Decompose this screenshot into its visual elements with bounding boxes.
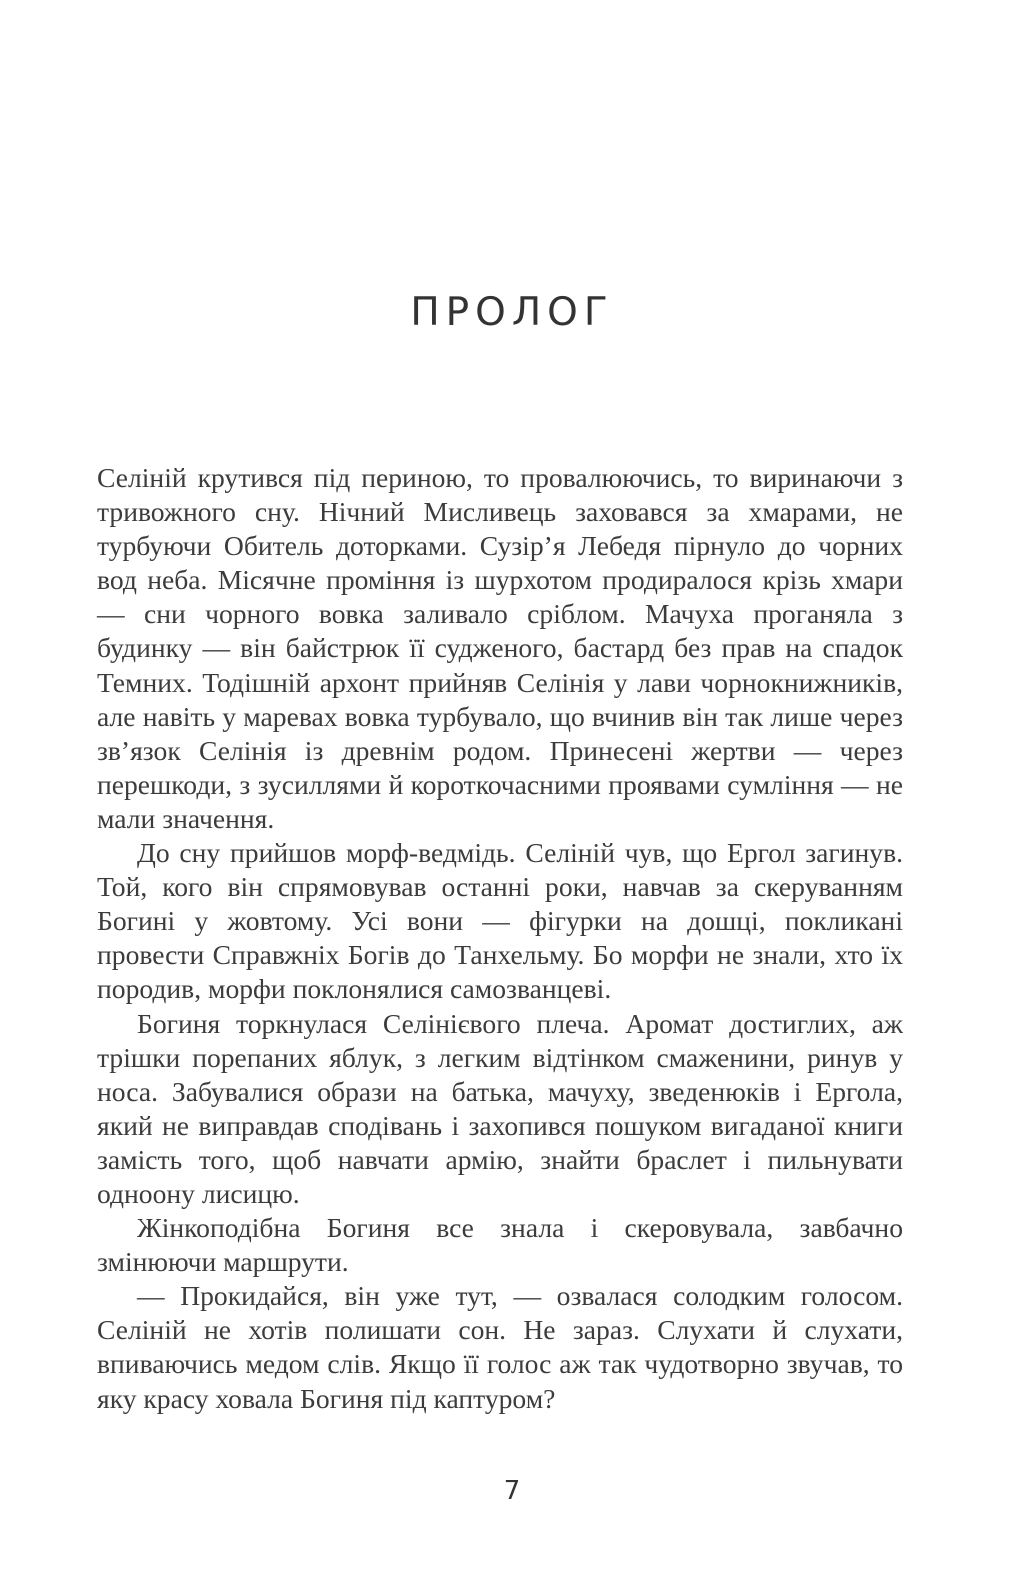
paragraph: До сну прийшов морф-ведмідь. Селіній чув, що Ергол загинув. Той, кого він спрямовував останні роки, навчав за скеруванням Богині у жовтому. Усі вони — фігурки на дошці, покликані провести Справжніх Богів до Танхельму. Бо морфи не знали, хто їх породив, морфи поклонялися самозванцеві. — [97, 837, 903, 1005]
chapter-title: ПРОЛОГ — [410, 290, 614, 335]
paragraph: Жінкоподібна Богиня все знала і скеровувала, завбачно змінюючи маршрути. — [97, 1212, 903, 1278]
page-number: 7 — [503, 1476, 521, 1506]
paragraph: Селіній крутився під периною, то провалюючись, то виринаючи з тривожного сну. Нічний Мисливець заховався за хмарами, не турбуючи Обитель доторками. Сузір’я Лебедя пірнуло до чорних вод неба. Місячне проміння із шурхотом продиралося крізь хмари — сни чорного вовка заливало сріблом. Мачуха проганяла з будинку — він байстрюк її судженого, бастард без прав на спадок Темних. Тодішній архонт прийняв Селінія у лави чорнокнижників, але навіть у маревах вовка турбувало, що вчинив він так лише через зв’язок Селінія із древнім родом. Принесені жертви — через перешкоди, з зусиллями й короткочасними проявами сумління — не мали значення. — [97, 462, 903, 834]
paragraph: Богиня торкнулася Селінієвого плеча. Аромат достиглих, аж трішки порепаних яблук, з легким відтінком смаженини, ринув у носа. Забувалися образи на батька, мачуху, зведенюків і Ергола, який не виправдав сподівань і захопився пошуком вигаданої книги замість того, щоб навчати армію, знайти браслет і пильнувати одноону лисицю. — [97, 1007, 903, 1209]
paragraph: — Прокидайся, він уже тут, — озвалася солодким голосом. Селіній не хотів полишати сон. Не зараз. Слухати й слухати, впиваючись медом слів. Якщо її голос аж так чудотворно звучав, то яку красу ховала Богиня під каптуром? — [97, 1280, 903, 1414]
body-text — [97, 461, 903, 1416]
